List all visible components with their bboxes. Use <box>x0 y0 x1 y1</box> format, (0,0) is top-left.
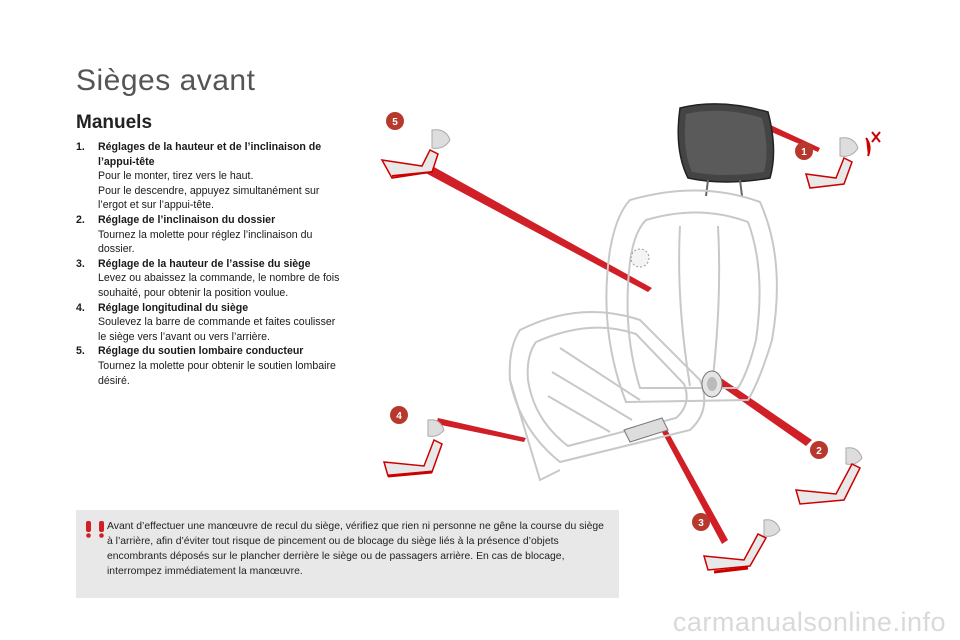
step-number: 3. <box>76 257 85 270</box>
pointer-line-4 <box>436 418 526 442</box>
svg-text:5: 5 <box>392 117 398 128</box>
warning-exclamation-icon <box>84 520 106 538</box>
step-number: 4. <box>76 301 85 314</box>
warning-box <box>76 510 619 598</box>
step-number: 5. <box>76 345 85 358</box>
lumbar-knob-icon <box>631 249 649 267</box>
step-title: Réglage de la hauteur de l’assise du siège <box>98 257 311 270</box>
callout-3 <box>692 513 710 531</box>
list-item <box>76 344 341 388</box>
step-number: 2. <box>76 213 85 226</box>
step-description: Tournez la molette pour obtenir le soutien lombaire désiré. <box>98 359 336 387</box>
watermark-url: carmanualsonline.info <box>672 607 946 637</box>
callout-2 <box>810 441 828 459</box>
step-title: Réglage de l’inclinaison du dossier <box>98 213 276 226</box>
svg-text:2: 2 <box>816 446 822 457</box>
svg-text:1: 1 <box>801 147 807 158</box>
pictogram-2 <box>796 448 862 504</box>
recline-knob-icon <box>702 371 722 397</box>
callout-1 <box>795 142 813 160</box>
headrest-icon <box>678 104 773 196</box>
step-title: Réglage longitudinal du siège <box>98 301 249 314</box>
list-item <box>76 257 341 301</box>
list-item <box>76 301 341 345</box>
step-title: Réglages de la hauteur et de l’inclinaison de l’appui-tête <box>98 141 322 168</box>
svg-text:4: 4 <box>396 411 402 422</box>
step-description: Pour le monter, tirez vers le haut. Pour le descendre, appuyez simultanément sur l’ergot et sur l’appui-tête. <box>98 170 320 212</box>
page-title: Sièges avant <box>76 64 256 97</box>
section-title: Manuels <box>76 112 153 133</box>
step-description: Levez ou abaissez la commande, le nombre de fois souhaité, pour obtenir la position voulue. <box>98 272 340 299</box>
step-description: Tournez la molette pour réglez l’inclinaison du dossier. <box>98 228 313 256</box>
svg-text:3: 3 <box>698 518 704 529</box>
list-item <box>76 213 341 257</box>
callout-5 <box>386 112 404 130</box>
pictogram-1 <box>806 132 880 188</box>
height-lever-icon <box>624 418 668 442</box>
step-description: Soulevez la barre de commande et faites coulisser le siège vers l’avant ou vers l’arrière. <box>98 316 336 343</box>
warning-text: Avant d’effectuer une manœuvre de recul du siège, vérifiez que rien ni personne ne gêne la course du siège à l’arrière, afin d’éviter tout risque de pincement ou de blocage du siège liés à la présence d’objets encombrants déposés sur le plancher derrière le siège ou de passagers arrière. En cas de blocage, interrompez immédiatement la manœuvre. <box>107 521 604 577</box>
step-number: 1. <box>76 141 85 153</box>
pointer-lines <box>420 122 820 544</box>
step-title: Réglage du soutien lombaire conducteur <box>98 345 304 358</box>
adjustment-steps-list <box>76 140 341 388</box>
pointer-line-5 <box>420 162 652 292</box>
pointer-line-2 <box>712 376 812 446</box>
pictogram-4 <box>384 420 444 476</box>
list-item <box>76 140 341 213</box>
callout-4 <box>390 406 408 424</box>
